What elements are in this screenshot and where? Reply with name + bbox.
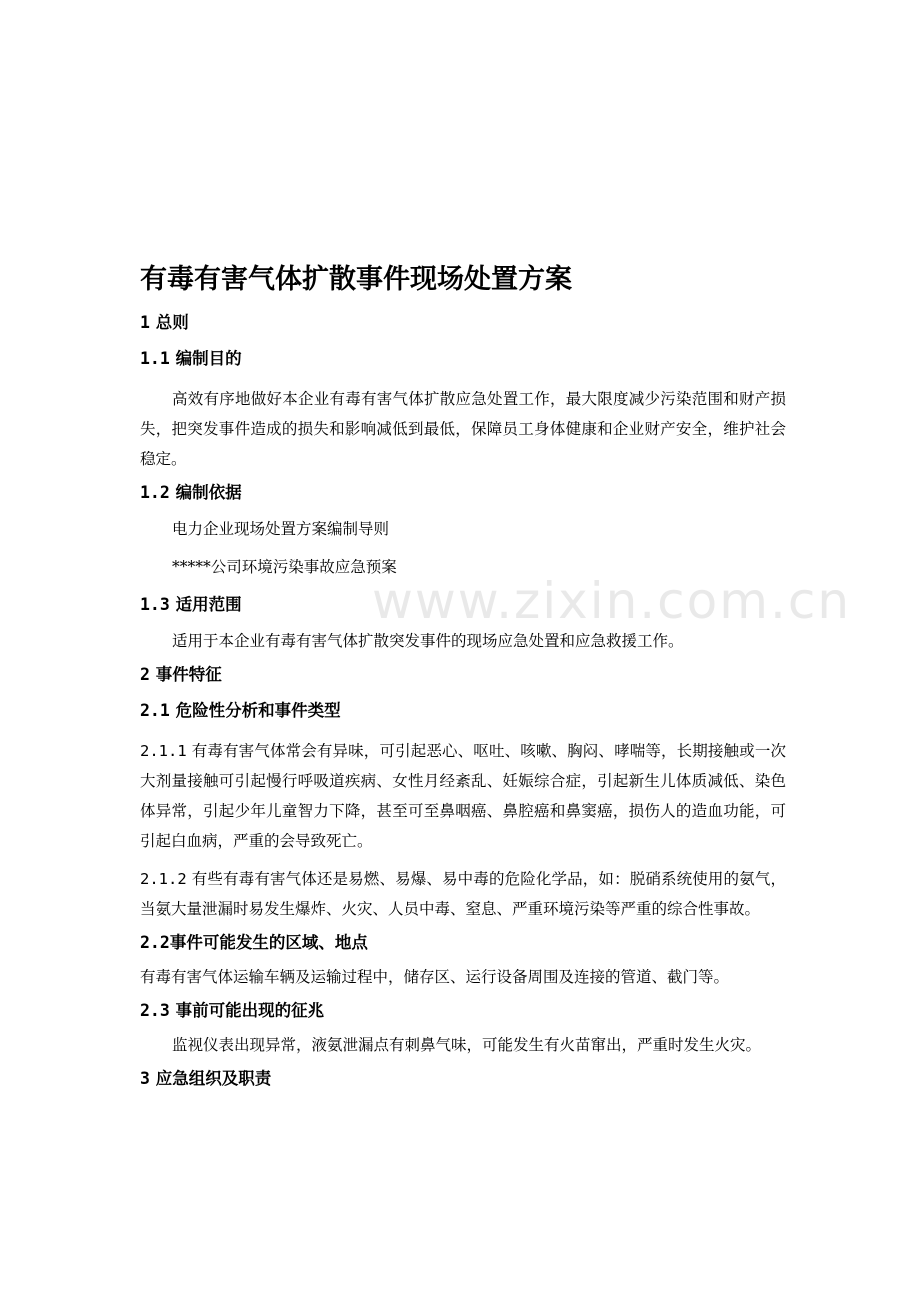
heading-2-1 bbox=[140, 700, 786, 722]
watermark: www.zixin.com.cn bbox=[372, 572, 852, 630]
heading-1-2 bbox=[140, 482, 786, 504]
heading-2-1-label: 危险性分析和事件类型 bbox=[175, 701, 341, 720]
heading-1-1-number: 1.1 bbox=[140, 349, 170, 368]
heading-2 bbox=[140, 664, 786, 686]
heading-1 bbox=[140, 312, 786, 334]
document-title: 有毒有害气体扩散事件现场处置方案 bbox=[140, 264, 572, 295]
paragraph-2-1-2 bbox=[140, 864, 786, 924]
basis-item-1: 电力企业现场处置方案编制导则 bbox=[172, 520, 390, 538]
clause-2-1-1-text: 有毒有害气体常会有异味，可引起恶心、呕吐、咳嗽、胸闷、哮喘等，长期接触或一次大剂量接触可引起慢行呼吸道疾病、女性月经紊乱、妊娠综合症，引起新生儿体质减低、染色体异常，引起少年儿童智力下降，甚至可至鼻咽癌、鼻腔癌和鼻窦癌，损伤人的造血功能，可引起白血病，严重的会导致死亡。 bbox=[140, 742, 786, 850]
heading-2-2-label: 事件可能发生的区域、地点 bbox=[169, 933, 368, 952]
heading-2-3 bbox=[140, 1000, 786, 1022]
paragraph-2-3: 监视仪表出现异常，液氨泄漏点有刺鼻气味，可能发生有火苗窜出，严重时发生火灾。 bbox=[172, 1036, 762, 1054]
heading-2-3-label: 事前可能出现的征兆 bbox=[175, 1001, 325, 1020]
document-body bbox=[140, 262, 852, 1104]
heading-2-label: 事件特征 bbox=[155, 665, 222, 684]
heading-2-3-number: 2.3 bbox=[140, 1001, 170, 1020]
heading-1-1 bbox=[140, 348, 786, 370]
heading-1-number: 1 bbox=[140, 313, 150, 332]
heading-1-label: 总则 bbox=[155, 313, 189, 332]
heading-1-2-number: 1.2 bbox=[140, 483, 170, 502]
heading-2-number: 2 bbox=[140, 665, 150, 684]
heading-1-1-label: 编制目的 bbox=[175, 349, 242, 368]
heading-2-1-number: 2.1 bbox=[140, 701, 170, 720]
clause-2-1-2-number: 2.1.2 bbox=[140, 870, 187, 888]
paragraph-1-1: 高效有序地做好本企业有毒有害气体扩散应急处置工作，最大限度减少污染范围和财产损失，把突发事件造成的损失和影响减低到最低，保障员工身体健康和企业财产安全，维护社会稳定。 bbox=[140, 390, 786, 468]
heading-2-2 bbox=[140, 932, 786, 954]
basis-item-2: *****公司环境污染事故应急预案 bbox=[172, 558, 397, 576]
clause-2-1-2-text: 有些有毒有害气体还是易燃、易爆、易中毒的危险化学品，如：脱硝系统使用的氨气，当氨大量泄漏时易发生爆炸、火灾、人员中毒、窒息、严重环境污染等严重的综合性事故。 bbox=[140, 870, 786, 918]
clause-2-1-1-number: 2.1.1 bbox=[140, 742, 187, 760]
heading-3 bbox=[140, 1068, 786, 1090]
paragraph-1-3: 适用于本企业有毒有害气体扩散突发事件的现场应急处置和应急救援工作。 bbox=[172, 632, 684, 650]
heading-1-3 bbox=[140, 594, 786, 616]
heading-1-2-label: 编制依据 bbox=[175, 483, 242, 502]
heading-3-number: 3 bbox=[140, 1069, 150, 1088]
heading-1-3-label: 适用范围 bbox=[175, 595, 242, 614]
paragraph-2-2: 有毒有害气体运输车辆及运输过程中，储存区、运行设备周围及连接的管道、截门等。 bbox=[140, 968, 730, 986]
heading-2-2-number: 2.2 bbox=[140, 933, 170, 952]
heading-1-3-number: 1.3 bbox=[140, 595, 170, 614]
paragraph-2-1-1 bbox=[140, 736, 786, 856]
heading-3-label: 应急组织及职责 bbox=[155, 1069, 272, 1088]
